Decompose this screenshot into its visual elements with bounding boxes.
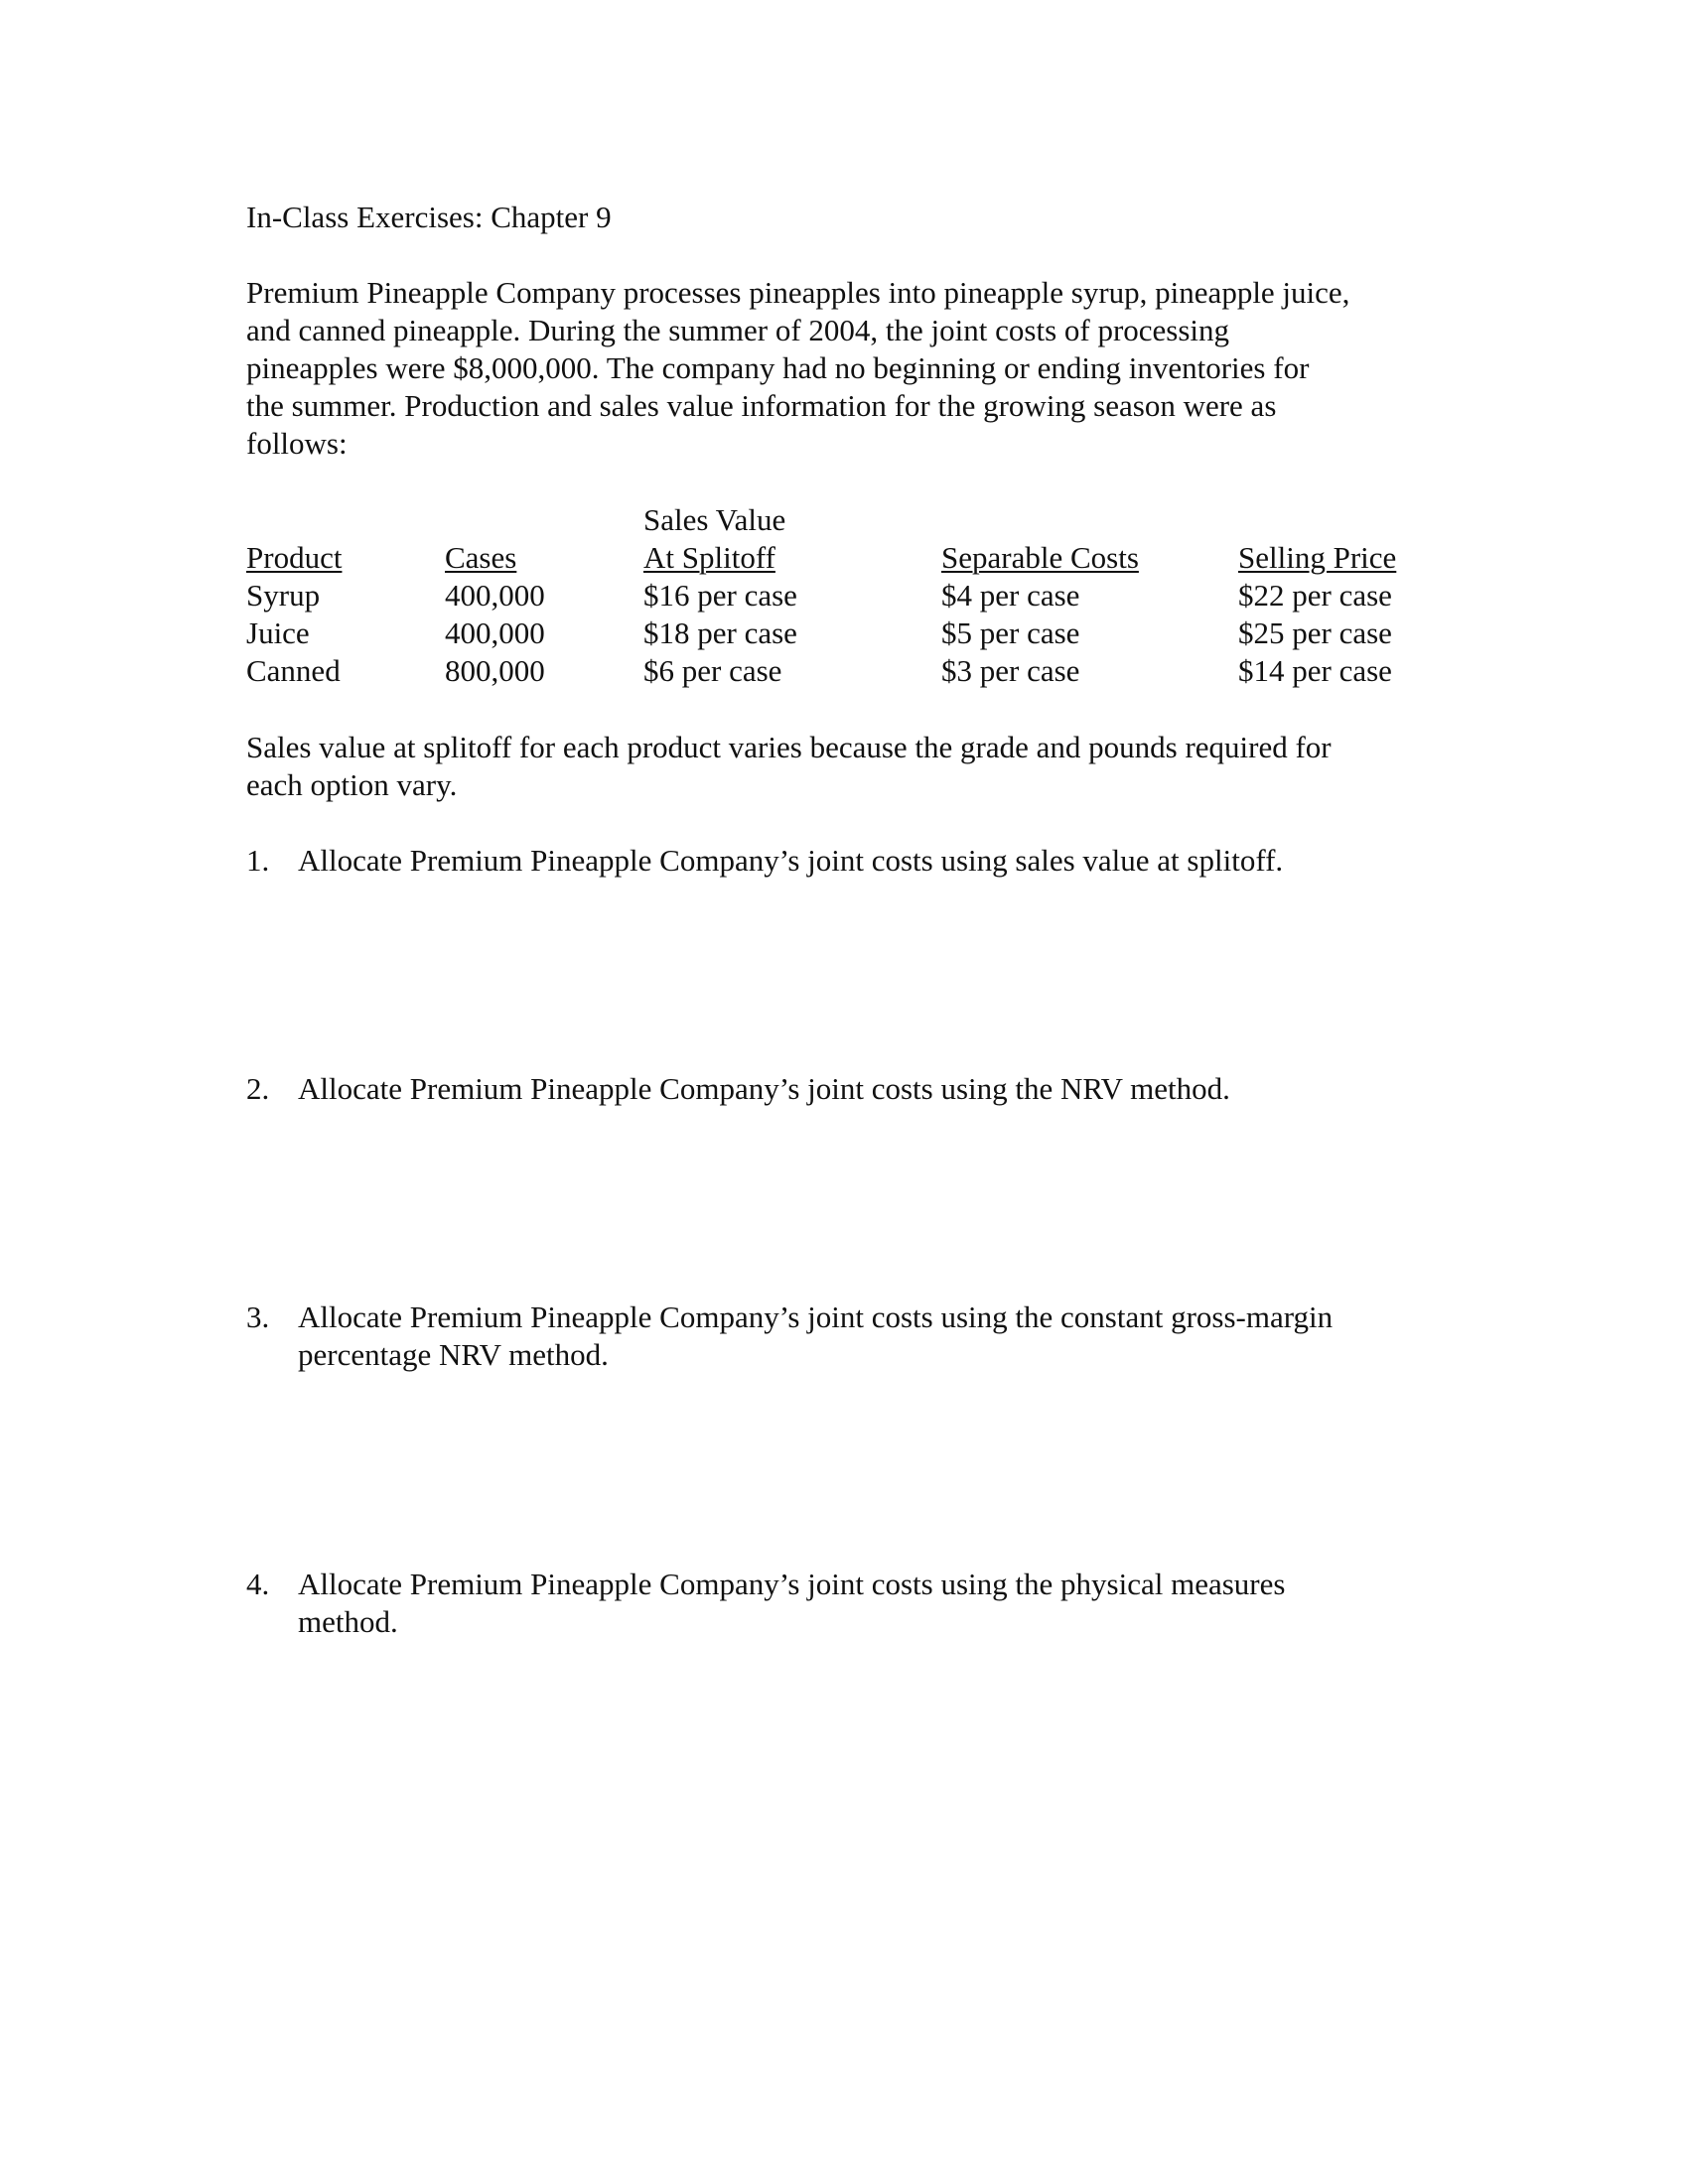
- table-cell-product: Syrup: [246, 578, 321, 613]
- question-number: 2.: [246, 1071, 270, 1106]
- question-number: 4.: [246, 1567, 270, 1601]
- header-selling-price: Selling Price: [1238, 540, 1397, 575]
- table-cell-product: Canned: [246, 653, 341, 688]
- note-paragraph: [246, 729, 1458, 804]
- table-cell-cases: 400,000: [445, 615, 545, 650]
- question-text: Allocate Premium Pineapple Company’s joint costs using sales value at splitoff.: [298, 843, 1284, 878]
- table-cell-separable-costs: $4 per case: [941, 578, 1080, 613]
- table-cell-separable-costs: $5 per case: [941, 615, 1080, 650]
- intro-line: Premium Pineapple Company processes pineapples into pineapple syrup, pineapple juice,: [246, 275, 1350, 310]
- table-cell-selling-price: $25 per case: [1238, 615, 1392, 650]
- question-text: percentage NRV method.: [298, 1337, 609, 1372]
- note-line: Sales value at splitoff for each product varies because the grade and pounds required for: [246, 730, 1332, 764]
- intro-line: pineapples were $8,000,000. The company had no beginning or ending inventories for: [246, 350, 1310, 385]
- question-number: 3.: [246, 1299, 270, 1334]
- question-text: Allocate Premium Pineapple Company’s joint costs using the physical measures: [298, 1567, 1286, 1601]
- intro-line: follows:: [246, 426, 348, 461]
- table-cell-separable-costs: $3 per case: [941, 653, 1080, 688]
- table-cell-sales-value: $16 per case: [643, 578, 797, 613]
- question-text: Allocate Premium Pineapple Company’s joint costs using the NRV method.: [298, 1071, 1230, 1106]
- page-title: In-Class Exercises: Chapter 9: [246, 200, 612, 234]
- table-cell-selling-price: $22 per case: [1238, 578, 1392, 613]
- question-text: Allocate Premium Pineapple Company’s joint costs using the constant gross-margin: [298, 1299, 1334, 1334]
- sales-value-header-top: Sales Value: [643, 502, 786, 537]
- table-cell-sales-value: $6 per case: [643, 653, 782, 688]
- header-sales-value: At Splitoff: [643, 540, 775, 575]
- note-line: each option vary.: [246, 767, 458, 802]
- table-cell-selling-price: $14 per case: [1238, 653, 1392, 688]
- intro-line: and canned pineapple. During the summer of 2004, the joint costs of processing: [246, 313, 1230, 347]
- header-separable-costs: Separable Costs: [941, 540, 1139, 575]
- table-cell-cases: 400,000: [445, 578, 545, 613]
- intro-line: the summer. Production and sales value information for the growing season were as: [246, 388, 1277, 423]
- question-text: method.: [298, 1604, 398, 1639]
- header-cases: Cases: [445, 540, 517, 575]
- table-cell-product: Juice: [246, 615, 310, 650]
- table-cell-cases: 800,000: [445, 653, 545, 688]
- header-product: Product: [246, 540, 343, 575]
- intro-paragraph: [246, 274, 1458, 463]
- table-cell-sales-value: $18 per case: [643, 615, 797, 650]
- question-number: 1.: [246, 843, 270, 878]
